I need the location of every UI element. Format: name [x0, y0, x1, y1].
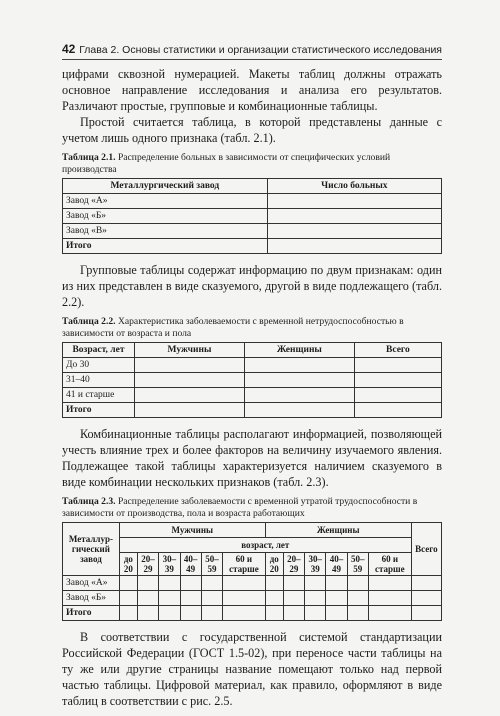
- age-group: 30–39: [305, 553, 326, 576]
- table-header-row: [63, 179, 442, 194]
- table-cell: [267, 224, 441, 239]
- age-group: 40–49: [180, 553, 201, 576]
- paragraph-1: цифрами сквозной нумерацией. Макеты таблиц должны отражать основное направление исследования и анализа его результатов. Различают простые, групповые и комбинационные таблицы.: [62, 67, 442, 113]
- table-cell: [267, 209, 441, 224]
- age-group: 50–59: [347, 553, 368, 576]
- table-2-3: [62, 522, 442, 621]
- table1-row-label: Завод «А»: [63, 194, 268, 209]
- table1-row-label: Завод «В»: [63, 224, 268, 239]
- table-row: [63, 606, 442, 621]
- paragraph-2: Простой считается таблица, в которой представлены данные с учетом лишь одного признака (табл. 2.1).: [62, 115, 442, 145]
- age-group: 60 и старше: [223, 553, 266, 576]
- table-header-row: [63, 553, 442, 576]
- age-group: 30–39: [159, 553, 180, 576]
- table-row: [63, 591, 442, 606]
- table1-row-label: Итого: [63, 239, 268, 254]
- table-row: [63, 358, 442, 373]
- table2-header-men: Мужчины: [135, 343, 245, 358]
- page-content: [62, 66, 442, 709]
- table3-header-men: Мужчины: [119, 523, 265, 538]
- table-header-row: [63, 523, 442, 538]
- age-group: до 20: [265, 553, 283, 576]
- table2-row-label: 31–40: [63, 373, 135, 388]
- age-group: 20–29: [137, 553, 158, 576]
- page-number: 42: [62, 42, 76, 56]
- table-row: [63, 403, 442, 418]
- table-cell: [267, 239, 441, 254]
- table1-header-factory: Металлургический завод: [63, 179, 268, 194]
- table2-caption-text: Характеристика заболеваемости с временной нетрудоспособностью в зависимости от возраста и пола: [62, 316, 404, 339]
- table2-header-total: Всего: [354, 343, 441, 358]
- table-cell: [267, 194, 441, 209]
- table-2-2: [62, 342, 442, 418]
- table3-header-total: Всего: [411, 523, 441, 576]
- table3-header-women: Женщины: [265, 523, 411, 538]
- age-group: 20–29: [283, 553, 304, 576]
- table3-row-label: Завод «А»: [63, 576, 120, 591]
- paragraph-5: В соответствии с государственной системой стандартизации Российской Федерации (ГОСТ 1.5-02), при переносе части таблицы на ту же или другие страницы название помещают только над первой частью таблицы. Цифровой материал, как правило, оформляют в виде таблиц в соответствии с рис. 2.5.: [62, 630, 442, 708]
- age-group: 50–59: [201, 553, 222, 576]
- table3-label: Таблица 2.3.: [62, 496, 116, 507]
- table2-label: Таблица 2.2.: [62, 316, 116, 327]
- table-row: [63, 576, 442, 591]
- table-row: [63, 388, 442, 403]
- table3-row-label: Итого: [63, 606, 120, 621]
- table2-caption: [62, 316, 442, 340]
- table-row: [63, 239, 442, 254]
- table-row: [63, 194, 442, 209]
- table3-header-factory: Металлур-гический завод: [63, 523, 120, 576]
- table1-header-count: Число больных: [267, 179, 441, 194]
- table-2-1: [62, 178, 442, 254]
- age-group: 60 и старше: [368, 553, 411, 576]
- table2-row-label: 41 и старше: [63, 388, 135, 403]
- table-row: [63, 224, 442, 239]
- table3-header-age: возраст, лет: [119, 538, 411, 553]
- table3-row-label: Завод «Б»: [63, 591, 120, 606]
- table1-caption-text: Распределение больных в зависимости от специфических условий производства: [62, 152, 391, 175]
- table-row: [63, 373, 442, 388]
- table1-label: Таблица 2.1.: [62, 152, 116, 163]
- table3-caption-text: Распределение заболеваемости с временной утратой трудоспособности в зависимости от производства, пола и возраста работающих: [62, 496, 418, 519]
- chapter-title: Глава 2. Основы статистики и организации статистического исследования: [79, 44, 442, 56]
- table2-header-age: Возраст, лет: [63, 343, 135, 358]
- table1-row-label: Завод «Б»: [63, 209, 268, 224]
- table2-row-label: Итого: [63, 403, 135, 418]
- page-header: [62, 42, 442, 60]
- table-row: [63, 209, 442, 224]
- age-group: 40–49: [326, 553, 347, 576]
- age-group: до 20: [119, 553, 137, 576]
- table-header-row: [63, 343, 442, 358]
- table1-caption: [62, 152, 442, 176]
- paragraph-3: Групповые таблицы содержат информацию по двум признакам: один из них представлен в виде сказуемого, другой в виде подлежащего (табл. 2.2).: [62, 263, 442, 309]
- table2-header-women: Женщины: [244, 343, 354, 358]
- table-header-row: [63, 538, 442, 553]
- table2-row-label: До 30: [63, 358, 135, 373]
- table3-caption: [62, 496, 442, 520]
- paragraph-4: Комбинационные таблицы располагают информацией, позволяющей учесть влияние трех и более факторов на величину изучаемого явления. Подлежащее такой таблицы характеризуется наличием сказуемого в виде комбинации нескольких признаков (табл. 2.3).: [62, 427, 442, 489]
